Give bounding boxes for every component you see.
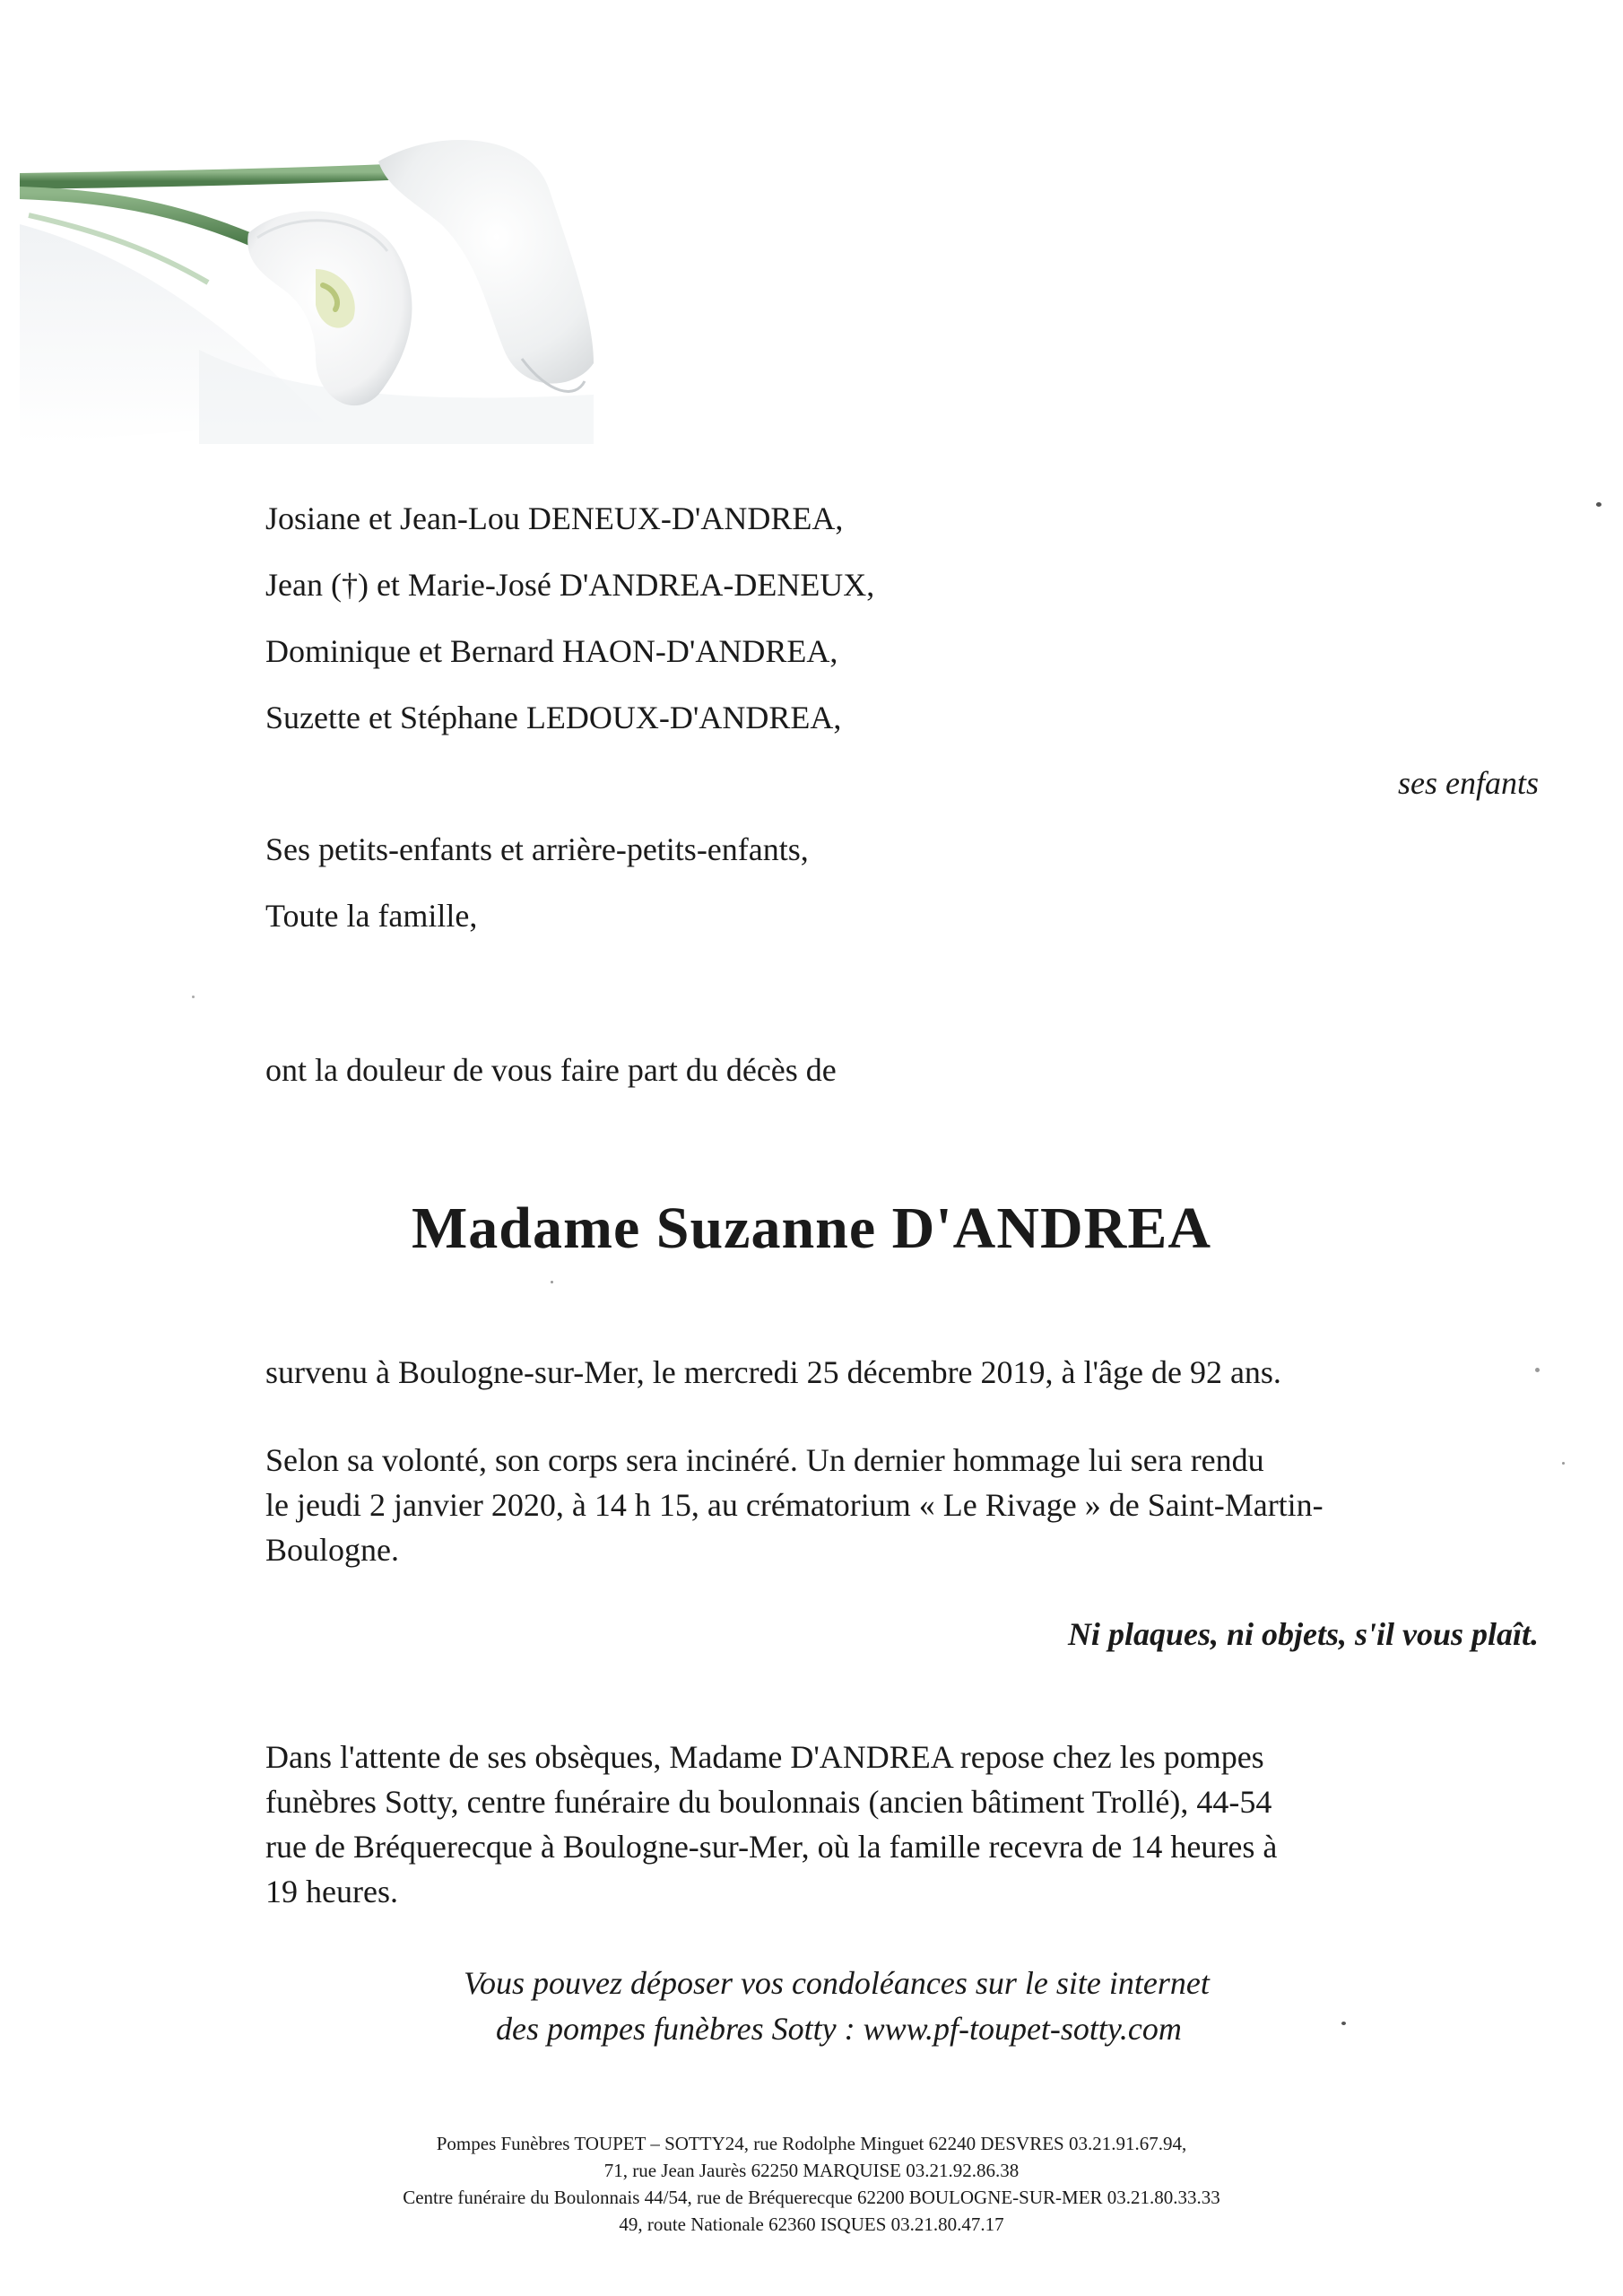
visitation-line-2: funèbres Sotty, centre funéraire du boulonnais (ancien bâtiment Trollé), 44-54: [265, 1784, 1272, 1820]
ceremony-line-1: Selon sa volonté, son corps sera incinéré. Un dernier hommage lui sera rendu: [265, 1442, 1264, 1478]
family-line-1: Josiane et Jean-Lou DENEUX-D'ANDREA,: [265, 500, 844, 536]
whole-family-line: Toute la famille,: [265, 898, 478, 934]
ceremony-line-3: Boulogne.: [265, 1532, 399, 1568]
condolence-line-2: des pompes funèbres Sotty : www.pf-toupet-sotty.com: [496, 2011, 1182, 2047]
announcement-intro: ont la douleur de vous faire part du décès de: [265, 1052, 837, 1088]
scan-speck: [1596, 502, 1601, 507]
family-line-4: Suzette et Stéphane LEDOUX-D'ANDREA,: [265, 700, 842, 735]
footer-line-3: Centre funéraire du Boulonnais 44/54, rue de Bréquerecque 62200 BOULOGNE-SUR-MER 03.21.80.33.33: [403, 2187, 1220, 2208]
visitation-line-3: rue de Bréquerecque à Boulogne-sur-Mer, où la famille recevra de 14 heures à: [265, 1829, 1278, 1865]
scan-speck: [1562, 1462, 1565, 1465]
condolence-line-1: Vous pouvez déposer vos condoléances sur le site internet: [464, 1965, 1210, 2001]
death-details: survenu à Boulogne-sur-Mer, le mercredi 25 décembre 2019, à l'âge de 92 ans.: [265, 1354, 1281, 1390]
visitation-line-4: 19 heures.: [265, 1874, 398, 1909]
children-label: ses enfants: [1398, 765, 1539, 801]
scan-speck: [192, 996, 195, 998]
footer-line-1: Pompes Funèbres TOUPET – SOTTY24, rue Rodolphe Minguet 62240 DESVRES 03.21.91.67.94,: [436, 2133, 1187, 2154]
visitation-line-1: Dans l'attente de ses obsèques, Madame D'ANDREA repose chez les pompes: [265, 1739, 1264, 1775]
family-line-3: Dominique et Bernard HAON-D'ANDREA,: [265, 633, 838, 669]
scan-speck: [1341, 2022, 1346, 2025]
ceremony-line-2: le jeudi 2 janvier 2020, à 14 h 15, au crématorium « Le Rivage » de Saint-Martin-: [265, 1487, 1324, 1523]
deceased-name: Madame Suzanne D'ANDREA: [411, 1196, 1212, 1261]
footer-line-4: 49, route Nationale 62360 ISQUES 03.21.80.47.17: [619, 2213, 1004, 2235]
scan-speck: [551, 1281, 553, 1283]
footer-line-2: 71, rue Jean Jaurès 62250 MARQUISE 03.21.92.86.38: [603, 2160, 1020, 2181]
calla-lily-image: [20, 126, 622, 444]
grandchildren-line: Ses petits-enfants et arrière-petits-enfants,: [265, 831, 809, 867]
no-plaques-notice: Ni plaques, ni objets, s'il vous plaît.: [1067, 1616, 1539, 1652]
family-line-2: Jean (†) et Marie-José D'ANDREA-DENEUX,: [265, 567, 875, 603]
scan-speck: [1535, 1368, 1540, 1372]
